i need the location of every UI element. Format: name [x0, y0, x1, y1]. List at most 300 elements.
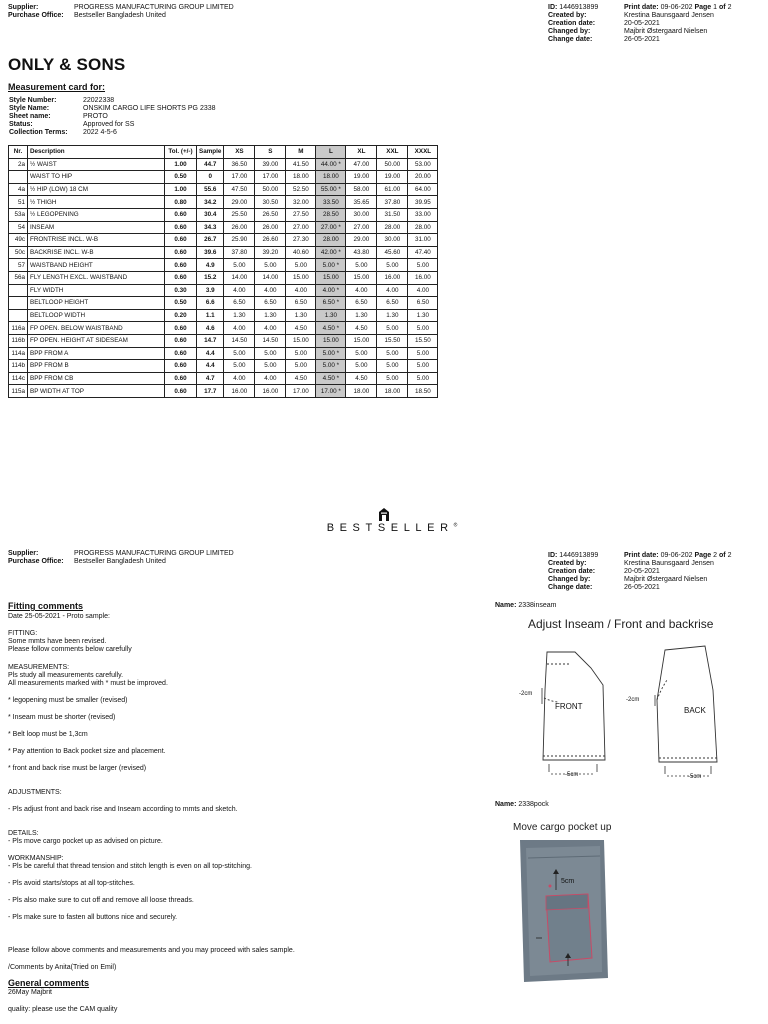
- change-date-value: 26-05-2021: [624, 36, 660, 44]
- creation-date-value: 20-05-2021: [624, 20, 660, 28]
- cell-s: 5.00: [255, 360, 286, 373]
- cell-xxxl: 5.00: [408, 372, 438, 385]
- cell-s: 39.20: [255, 246, 286, 259]
- cell-tolerance: 1.00: [165, 183, 197, 196]
- cell-tolerance: 0.60: [165, 208, 197, 221]
- workmanship-line-1: - Pls be careful that thread tension and stitch length is even on all top-stitching.: [8, 863, 252, 871]
- id-value: 1446913899: [559, 4, 599, 11]
- cell-description: FRONTRISE INCL. W-B: [28, 234, 165, 247]
- print-date-row-page2: [624, 552, 731, 560]
- comments-by-line: /Comments by Anita(Tried on Emil): [8, 964, 117, 972]
- cell-nr: 116b: [9, 334, 28, 347]
- cell-sample: 4.4: [197, 360, 224, 373]
- adjustments-heading: ADJUSTMENTS:: [8, 788, 62, 796]
- cell-tolerance: 0.80: [165, 196, 197, 209]
- print-date-value-page2: 09-06-202: [660, 552, 693, 559]
- fitting-line-2: Please follow comments below carefully: [8, 646, 132, 654]
- fitting-line-1: Some mmts have been revised.: [8, 638, 107, 646]
- cell-xxxl: 16.00: [408, 271, 438, 284]
- change-date-value-page2: 26-05-2021: [624, 584, 660, 592]
- bullet-rise: * front and back rise must be larger (revised): [8, 764, 147, 772]
- sketch1-name-label: Name:: [495, 602, 517, 609]
- cell-l: 28.00: [316, 234, 346, 247]
- col-header-m: M: [286, 146, 316, 159]
- cell-sample: 17.7: [197, 385, 224, 398]
- cell-sample: 39.6: [197, 246, 224, 259]
- measurement-card-title: Measurement card for:: [8, 82, 106, 92]
- cell-l: 5.00 *: [316, 259, 346, 272]
- changed-by-label: Changed by:: [548, 28, 591, 36]
- bullet-beltloop: * Belt loop must be 1,3cm: [8, 730, 88, 738]
- table-row: [9, 271, 438, 284]
- table-row: [9, 259, 438, 272]
- logo-registered: ®: [453, 522, 458, 529]
- cell-m: 40.60: [286, 246, 316, 259]
- sheet-name-value: PROTO: [83, 113, 108, 121]
- cell-xxl: 5.00: [377, 259, 408, 272]
- cell-l: 18.00: [316, 171, 346, 184]
- changed-by-value-page2: Majbrit Østergaard Nielsen: [624, 576, 708, 584]
- cell-xl: 27.00: [346, 221, 377, 234]
- cell-s: 50.00: [255, 183, 286, 196]
- cell-xxl: 50.00: [377, 158, 408, 171]
- cell-nr: 57: [9, 259, 28, 272]
- logo-text: BESTSELLER: [326, 522, 454, 534]
- cell-s: 39.00: [255, 158, 286, 171]
- cell-xs: 4.00: [224, 284, 255, 297]
- col-header-xl: XL: [346, 146, 377, 159]
- cell-tolerance: 0.20: [165, 309, 197, 322]
- cell-xxl: 61.00: [377, 183, 408, 196]
- cargo-pocket-photo: [516, 838, 612, 986]
- cell-nr: 114a: [9, 347, 28, 360]
- cell-nr: 54: [9, 221, 28, 234]
- col-header-tolerance: Tol. (+/-): [165, 146, 197, 159]
- cell-sample: 26.7: [197, 234, 224, 247]
- table-row: [9, 234, 438, 247]
- cell-m: 5.00: [286, 347, 316, 360]
- sheet-name-label: Sheet name:: [9, 113, 51, 121]
- of-label: of: [719, 4, 726, 11]
- front-rise-label: -2cm: [519, 691, 533, 697]
- cell-description: BPP FROM A: [28, 347, 165, 360]
- cell-xxxl: 15.50: [408, 334, 438, 347]
- table-row: [9, 385, 438, 398]
- cell-description: FP OPEN. BELOW WAISTBAND: [28, 322, 165, 335]
- cell-m: 1.30: [286, 309, 316, 322]
- cell-nr: 2a: [9, 158, 28, 171]
- print-date-label-page2: Print date:: [624, 552, 659, 559]
- cell-sample: 1.1: [197, 309, 224, 322]
- cell-nr: 50c: [9, 246, 28, 259]
- general-line-1: 26May Majbrit: [8, 988, 52, 996]
- measurement-table-body: [9, 158, 438, 397]
- cell-l: 4.50 *: [316, 322, 346, 335]
- id-value-page2: 1446913899: [559, 552, 599, 559]
- cell-xxl: 1.30: [377, 309, 408, 322]
- col-header-nr: Nr.: [9, 146, 28, 159]
- cell-tolerance: 0.30: [165, 284, 197, 297]
- cell-m: 41.50: [286, 158, 316, 171]
- cell-nr: 53a: [9, 208, 28, 221]
- id-label: ID:: [548, 4, 558, 11]
- cell-xxl: 5.00: [377, 372, 408, 385]
- front-hem-label: -5cm: [565, 772, 579, 778]
- cell-tolerance: 0.60: [165, 347, 197, 360]
- cell-l: 17.00 *: [316, 385, 346, 398]
- cell-l: 5.00 *: [316, 347, 346, 360]
- cell-xs: 4.00: [224, 322, 255, 335]
- sketch2-name-row: [495, 801, 549, 809]
- cell-tolerance: 0.60: [165, 385, 197, 398]
- workmanship-line-3: - Pls also make sure to cut off and remove all loose threads.: [8, 897, 194, 905]
- cell-xs: 14.50: [224, 334, 255, 347]
- cell-tolerance: 0.50: [165, 297, 197, 310]
- cell-nr: 115a: [9, 385, 28, 398]
- cell-description: BP WIDTH AT TOP: [28, 385, 165, 398]
- cell-nr: 56a: [9, 271, 28, 284]
- cell-tolerance: 0.60: [165, 271, 197, 284]
- cell-s: 1.30: [255, 309, 286, 322]
- measurement-table: [8, 145, 438, 398]
- cell-xs: 17.00: [224, 171, 255, 184]
- measurements-heading: MEASUREMENTS:: [8, 663, 70, 671]
- cell-xs: 25.50: [224, 208, 255, 221]
- cell-description: BPP FROM CB: [28, 372, 165, 385]
- print-date-row: [624, 4, 731, 12]
- cell-sample: 0: [197, 171, 224, 184]
- workmanship-heading: WORKMANSHIP:: [8, 855, 64, 863]
- cell-l: 15.00: [316, 271, 346, 284]
- cell-tolerance: 0.60: [165, 221, 197, 234]
- purchase-office-label-page2: Purchase Office:: [8, 558, 64, 566]
- cell-tolerance: 0.50: [165, 171, 197, 184]
- created-by-value-page2: Krestina Baunsgaard Jensen: [624, 560, 714, 568]
- cell-xxl: 30.00: [377, 234, 408, 247]
- cell-xl: 4.50: [346, 322, 377, 335]
- cell-xxl: 18.00: [377, 385, 408, 398]
- cell-sample: 4.6: [197, 322, 224, 335]
- cell-description: ½ LEGOPENING: [28, 208, 165, 221]
- brand-title: ONLY & SONS: [8, 55, 126, 74]
- cell-sample: 4.4: [197, 347, 224, 360]
- back-label: BACK: [684, 706, 706, 715]
- table-row: [9, 158, 438, 171]
- measurements-line-2: All measurements marked with * must be improved.: [8, 679, 168, 687]
- cell-m: 15.00: [286, 271, 316, 284]
- cell-sample: 34.2: [197, 196, 224, 209]
- style-number-label: Style Number:: [9, 97, 57, 104]
- cell-l: 55.00 *: [316, 183, 346, 196]
- sketch2-title: Move cargo pocket up: [513, 822, 612, 833]
- cell-xs: 1.30: [224, 309, 255, 322]
- fitting-heading: FITTING:: [8, 630, 38, 638]
- front-label: FRONT: [555, 702, 583, 711]
- cell-nr: 49c: [9, 234, 28, 247]
- cell-xxxl: 5.00: [408, 347, 438, 360]
- cell-xxxl: 64.00: [408, 183, 438, 196]
- col-header-xs: XS: [224, 146, 255, 159]
- cell-tolerance: 0.60: [165, 372, 197, 385]
- back-hem-label: -5cm: [688, 774, 702, 780]
- supplier-label: Supplier:: [8, 4, 39, 11]
- cell-m: 4.50: [286, 322, 316, 335]
- cell-xs: 5.00: [224, 259, 255, 272]
- bullet-inseam: * Inseam must be shorter (revised): [8, 713, 116, 721]
- of-label-page2: of: [719, 552, 726, 559]
- pocket-move-label: 5cm: [561, 878, 575, 885]
- cell-xxl: 45.60: [377, 246, 408, 259]
- creation-date-label: Creation date:: [548, 20, 596, 28]
- cell-xl: 30.00: [346, 208, 377, 221]
- bullet-legopening: * legopening must be smaller (revised): [8, 696, 128, 704]
- table-row: [9, 309, 438, 322]
- cell-s: 26.50: [255, 208, 286, 221]
- cell-description: BELTLOOP WIDTH: [28, 309, 165, 322]
- cell-xl: 58.00: [346, 183, 377, 196]
- measurements-line-1: Pls study all measurements carefully.: [8, 671, 124, 679]
- follow-line: Please follow above comments and measurements and you may proceed with sales sample.: [8, 947, 295, 955]
- creation-date-value-page2: 20-05-2021: [624, 568, 660, 576]
- table-header-row: [9, 146, 438, 159]
- cell-l: 1.30: [316, 309, 346, 322]
- cell-m: 18.00: [286, 171, 316, 184]
- cell-description: WAIST TO HIP: [28, 171, 165, 184]
- cell-xs: 4.00: [224, 372, 255, 385]
- cell-nr: 114c: [9, 372, 28, 385]
- col-header-description: Description: [28, 146, 165, 159]
- cell-tolerance: 0.60: [165, 322, 197, 335]
- cell-sample: 14.7: [197, 334, 224, 347]
- cell-sample: 30.4: [197, 208, 224, 221]
- cell-s: 26.00: [255, 221, 286, 234]
- cell-xl: 6.50: [346, 297, 377, 310]
- table-row: [9, 171, 438, 184]
- change-date-label: Change date:: [548, 36, 593, 44]
- cell-xs: 16.00: [224, 385, 255, 398]
- page-label: Page: [694, 4, 712, 11]
- cell-xxl: 16.00: [377, 271, 408, 284]
- page-total: 2: [727, 4, 732, 11]
- cell-xl: 5.00: [346, 259, 377, 272]
- cell-xs: 47.50: [224, 183, 255, 196]
- cell-l: 4.00 *: [316, 284, 346, 297]
- cell-xxl: 37.80: [377, 196, 408, 209]
- document-meta: [548, 4, 731, 44]
- cell-xl: 15.00: [346, 334, 377, 347]
- cell-tolerance: 1.00: [165, 158, 197, 171]
- page-number-page2: 2: [713, 552, 718, 559]
- cell-xxl: 6.50: [377, 297, 408, 310]
- cell-xs: 37.80: [224, 246, 255, 259]
- collection-terms-label: Collection Terms:: [9, 129, 68, 137]
- cell-xl: 29.00: [346, 234, 377, 247]
- cell-nr: 4a: [9, 183, 28, 196]
- col-header-xxxl: XXXL: [408, 146, 438, 159]
- workmanship-line-2: - Pls avoid starts/stops at all top-stitches.: [8, 880, 135, 888]
- cell-xxxl: 5.00: [408, 259, 438, 272]
- supplier-block-page2: [8, 550, 234, 566]
- cell-xl: 5.00: [346, 347, 377, 360]
- cell-description: BELTLOOP HEIGHT: [28, 297, 165, 310]
- back-rise-label: -2cm: [626, 697, 640, 703]
- id-label-page2: ID:: [548, 552, 558, 559]
- cell-xs: 5.00: [224, 347, 255, 360]
- created-by-label-page2: Created by:: [548, 560, 587, 568]
- cell-xxxl: 33.00: [408, 208, 438, 221]
- cell-s: 6.50: [255, 297, 286, 310]
- table-row: [9, 183, 438, 196]
- cell-sample: 55.6: [197, 183, 224, 196]
- measurement-table-wrap: [8, 145, 438, 398]
- changed-by-label-page2: Changed by:: [548, 576, 591, 584]
- cell-description: FP OPEN. HEIGHT AT SIDESEAM: [28, 334, 165, 347]
- general-line-2: quality: please use the CAM quality: [8, 1005, 118, 1013]
- cell-m: 27.50: [286, 208, 316, 221]
- collection-terms-value: 2022 4-5-6: [83, 129, 117, 137]
- changed-by-value: Majbrit Østergaard Nielsen: [624, 28, 708, 36]
- cell-m: 6.50: [286, 297, 316, 310]
- status-label: Status:: [9, 121, 33, 129]
- cell-description: FLY WIDTH: [28, 284, 165, 297]
- cell-nr: 114b: [9, 360, 28, 373]
- cell-tolerance: 0.60: [165, 246, 197, 259]
- adjustments-line-1: - Pls adjust front and back rise and Inseam according to mmts and sketch.: [8, 805, 238, 813]
- cell-xxl: 4.00: [377, 284, 408, 297]
- cell-description: ½ WAIST: [28, 158, 165, 171]
- cell-s: 5.00: [255, 347, 286, 360]
- cell-description: FLY LENGTH EXCL. WAISTBAND: [28, 271, 165, 284]
- purchase-office-label: Purchase Office:: [8, 12, 64, 20]
- cell-nr: [9, 309, 28, 322]
- cell-sample: 34.3: [197, 221, 224, 234]
- cell-xxxl: 39.95: [408, 196, 438, 209]
- print-date-value: 09-06-202: [660, 4, 693, 11]
- page-number: 1: [713, 4, 718, 11]
- col-header-s: S: [255, 146, 286, 159]
- cell-xs: 26.00: [224, 221, 255, 234]
- creation-date-label-page2: Creation date:: [548, 568, 596, 576]
- cell-description: ½ THIGH: [28, 196, 165, 209]
- cell-tolerance: 0.60: [165, 360, 197, 373]
- cell-sample: 44.7: [197, 158, 224, 171]
- cell-l: 42.00 *: [316, 246, 346, 259]
- created-by-label: Created by:: [548, 12, 587, 20]
- cell-nr: [9, 297, 28, 310]
- style-number-value: 22022338: [83, 97, 115, 104]
- fitting-date-line: Date 25-05-2021 - Proto sample:: [8, 613, 110, 621]
- cell-l: 6.50 *: [316, 297, 346, 310]
- cell-xl: 19.00: [346, 171, 377, 184]
- house-icon: [0, 508, 768, 522]
- cell-m: 27.30: [286, 234, 316, 247]
- table-row: [9, 372, 438, 385]
- page-label-page2: Page: [694, 552, 712, 559]
- cell-xs: 29.00: [224, 196, 255, 209]
- cell-xxl: 28.00: [377, 221, 408, 234]
- cell-sample: 15.2: [197, 271, 224, 284]
- cell-description: BPP FROM B: [28, 360, 165, 373]
- cell-l: 44.00 *: [316, 158, 346, 171]
- cell-description: WAISTBAND HEIGHT: [28, 259, 165, 272]
- table-row: [9, 360, 438, 373]
- page-total-page2: 2: [727, 552, 732, 559]
- cell-xxxl: 47.40: [408, 246, 438, 259]
- cell-s: 26.60: [255, 234, 286, 247]
- table-row: [9, 322, 438, 335]
- status-value: Approved for SS: [83, 121, 135, 129]
- cell-m: 52.50: [286, 183, 316, 196]
- sketch1-title: Adjust Inseam / Front and backrise: [528, 617, 714, 631]
- cell-xxl: 5.00: [377, 347, 408, 360]
- cell-l: 5.00 *: [316, 360, 346, 373]
- cell-xxxl: 20.00: [408, 171, 438, 184]
- cell-s: 17.00: [255, 171, 286, 184]
- cell-m: 17.00: [286, 385, 316, 398]
- cell-s: 30.50: [255, 196, 286, 209]
- cell-description: BACKRISE INCL. W-B: [28, 246, 165, 259]
- col-header-sample: Sample: [197, 146, 224, 159]
- cell-xs: 14.00: [224, 271, 255, 284]
- cell-xxxl: 6.50: [408, 297, 438, 310]
- supplier-value: PROGRESS MANUFACTURING GROUP LIMITED: [74, 4, 234, 11]
- cell-xxl: 5.00: [377, 322, 408, 335]
- cell-s: 14.00: [255, 271, 286, 284]
- id-row-page2: [548, 552, 624, 560]
- id-row: [548, 4, 624, 12]
- print-date-label: Print date:: [624, 4, 659, 11]
- cell-xl: 1.30: [346, 309, 377, 322]
- cell-description: ½ HIP (LOW) 18 CM: [28, 183, 165, 196]
- cell-nr: [9, 284, 28, 297]
- table-row: [9, 196, 438, 209]
- purchase-office-value-page2: Bestseller Bangladesh United: [74, 558, 166, 566]
- created-by-value: Krestina Baunsgaard Jensen: [624, 12, 714, 20]
- cell-xl: 43.80: [346, 246, 377, 259]
- cell-nr: 51: [9, 196, 28, 209]
- table-row: [9, 334, 438, 347]
- cell-sample: 6.6: [197, 297, 224, 310]
- cell-xl: 35.65: [346, 196, 377, 209]
- cell-tolerance: 0.60: [165, 259, 197, 272]
- cell-s: 4.00: [255, 372, 286, 385]
- sketch2-name-value: 2338pock: [518, 801, 549, 808]
- cell-sample: 4.9: [197, 259, 224, 272]
- sketch2-name-label: Name:: [495, 801, 517, 808]
- cell-xxxl: 28.00: [408, 221, 438, 234]
- change-date-label-page2: Change date:: [548, 584, 593, 592]
- table-row: [9, 284, 438, 297]
- table-row: [9, 246, 438, 259]
- cell-sample: 3.9: [197, 284, 224, 297]
- cell-xxl: 5.00: [377, 360, 408, 373]
- sketch1-name-value: 2338inseam: [518, 602, 557, 609]
- workmanship-line-4: - Pls make sure to fasten all buttons nice and securely.: [8, 914, 178, 922]
- cell-m: 5.00: [286, 360, 316, 373]
- cell-tolerance: 0.60: [165, 234, 197, 247]
- col-header-xxl: XXL: [377, 146, 408, 159]
- cell-l: 27.00 *: [316, 221, 346, 234]
- cell-s: 16.00: [255, 385, 286, 398]
- table-row: [9, 347, 438, 360]
- cell-description: INSEAM: [28, 221, 165, 234]
- cell-xl: 4.50: [346, 372, 377, 385]
- cell-xs: 36.50: [224, 158, 255, 171]
- cell-tolerance: 0.60: [165, 334, 197, 347]
- cell-m: 27.00: [286, 221, 316, 234]
- cell-xxxl: 5.00: [408, 322, 438, 335]
- fitting-comments: [8, 601, 478, 1014]
